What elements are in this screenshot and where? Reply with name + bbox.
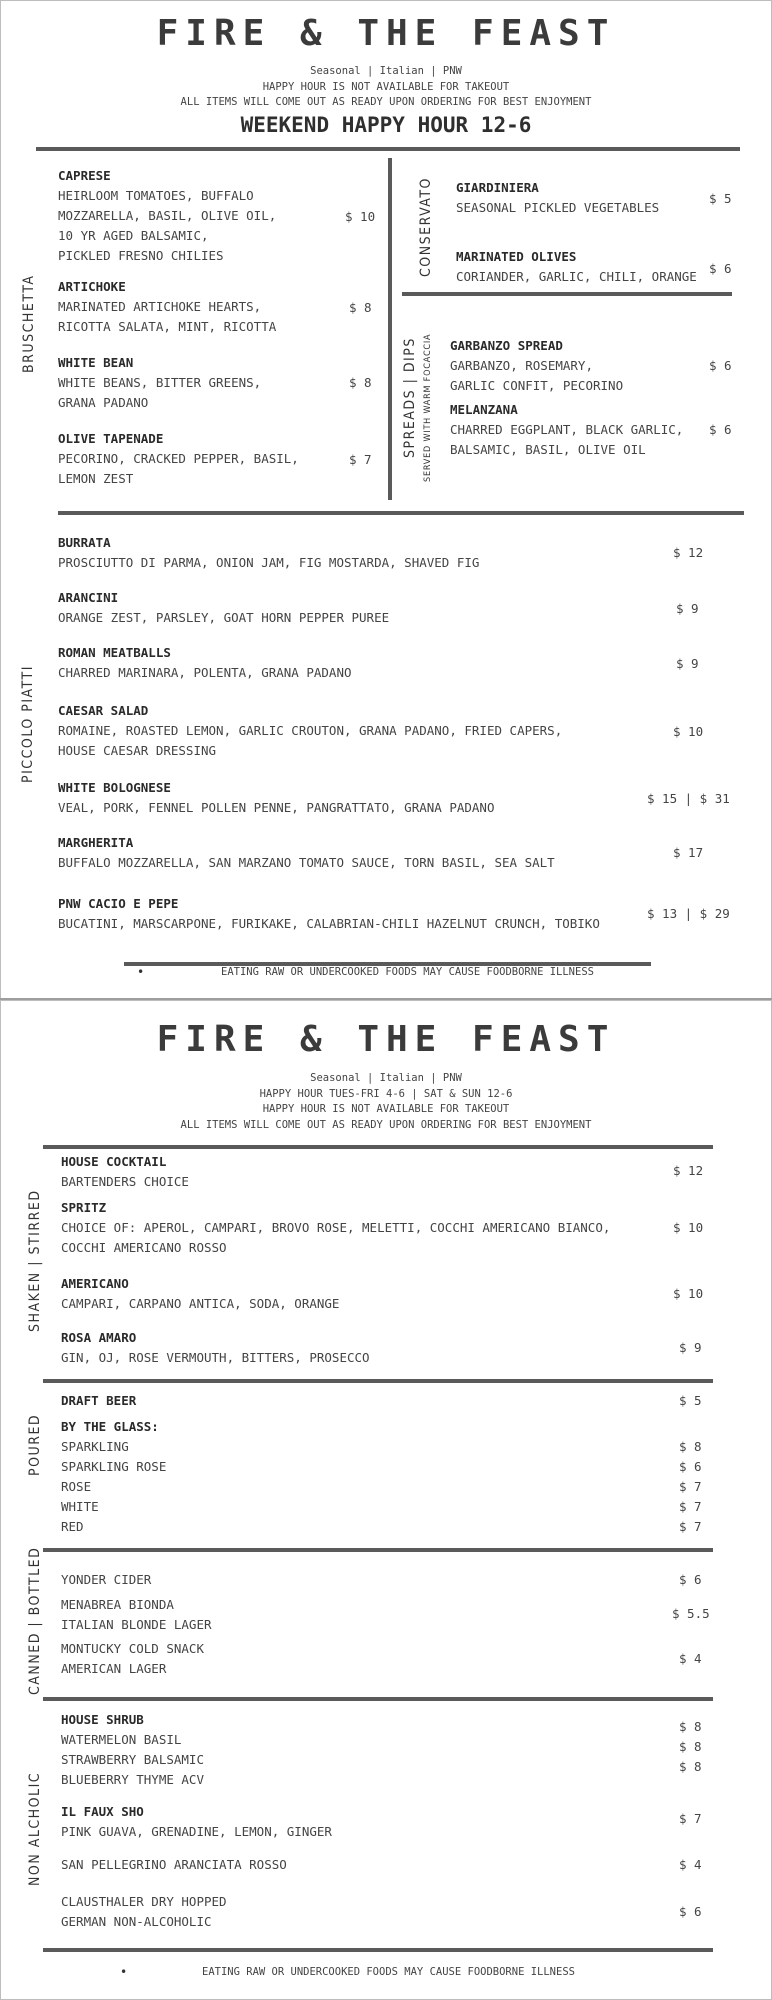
item-price: $ 7 bbox=[679, 1499, 702, 1514]
menu-item bbox=[61, 1328, 370, 1368]
divider bbox=[43, 1948, 713, 1952]
menu-item bbox=[450, 400, 683, 460]
item-name: ARANCINI bbox=[58, 590, 119, 605]
divider bbox=[43, 1548, 713, 1552]
menu-item bbox=[61, 1198, 610, 1258]
tagline: Seasonal | Italian | PNW bbox=[310, 1072, 462, 1084]
foodborne-illness-warning: EATING RAW OR UNDERCOOKED FOODS MAY CAUSE FOODBORNE ILLNESS bbox=[202, 1966, 575, 1978]
item-name: BURRATA bbox=[58, 535, 111, 550]
menu-item bbox=[58, 533, 479, 573]
item-name: OLIVE TAPENADE bbox=[58, 431, 164, 446]
item-price: $ 9 bbox=[679, 1340, 702, 1355]
item-name: PNW CACIO E PEPE bbox=[58, 896, 179, 911]
item-name: ROSA AMARO bbox=[61, 1330, 137, 1345]
menu-item bbox=[450, 336, 623, 396]
section-label-piccolo-piatti: PICCOLO PIATTI bbox=[20, 665, 36, 783]
item-price: $ 8 bbox=[679, 1759, 702, 1774]
menu-item bbox=[61, 1274, 339, 1314]
item-description: CAMPARI, CARPANO ANTICA, SODA, ORANGE bbox=[61, 1296, 340, 1311]
item-description: PICKLED FRESNO CHILIES bbox=[58, 248, 224, 263]
glass-wine: SPARKLING bbox=[61, 1439, 129, 1454]
divider bbox=[43, 1697, 713, 1701]
glass-wine: RED bbox=[61, 1519, 84, 1534]
item-description: BUCATINI, MARSCARPONE, FURIKAKE, CALABRIAN-CHILI HAZELNUT CRUNCH, TOBIKO bbox=[58, 916, 600, 931]
by-the-glass-heading: BY THE GLASS: bbox=[61, 1419, 159, 1434]
item-name: WHITE BOLOGNESE bbox=[58, 780, 171, 795]
canned-item: YONDER CIDER bbox=[61, 1572, 152, 1587]
item-price: $ 8 bbox=[679, 1439, 702, 1454]
item-price: $ 10 bbox=[345, 209, 376, 224]
item-price: $ 9 bbox=[676, 656, 699, 671]
divider bbox=[58, 511, 744, 515]
item-price: $ 7 bbox=[679, 1519, 702, 1534]
item-description: LEMON ZEST bbox=[58, 471, 134, 486]
item-description: GRANA PADANO bbox=[58, 395, 149, 410]
menu-page-drinks bbox=[0, 1000, 772, 2000]
menu-item bbox=[61, 1152, 189, 1192]
item-description: GARBANZO, ROSEMARY, bbox=[450, 358, 593, 373]
item-price: $ 7 bbox=[679, 1479, 702, 1494]
divider bbox=[43, 1145, 713, 1149]
clausthaler-description: GERMAN NON-ALCOHOLIC bbox=[61, 1914, 212, 1929]
item-price: $ 5 bbox=[679, 1393, 702, 1408]
item-description: GIN, OJ, ROSE VERMOUTH, BITTERS, PROSECCO bbox=[61, 1350, 370, 1365]
item-description: GARLIC CONFIT, PECORINO bbox=[450, 378, 624, 393]
item-description: PINK GUAVA, GRENADINE, LEMON, GINGER bbox=[61, 1824, 332, 1839]
item-description: CHARRED MARINARA, POLENTA, GRANA PADANO bbox=[58, 665, 352, 680]
item-description: RICOTTA SALATA, MINT, RICOTTA bbox=[58, 319, 277, 334]
section-label-conservato: CONSERVATO bbox=[418, 177, 434, 277]
glass-wine: SPARKLING ROSE bbox=[61, 1459, 167, 1474]
menu-item bbox=[456, 247, 697, 287]
house-shrub-name: HOUSE SHRUB bbox=[61, 1712, 144, 1727]
item-price: $ 4 bbox=[679, 1857, 702, 1872]
item-description: ROMAINE, ROASTED LEMON, GARLIC CROUTON, GRANA PADANO, FRIED CAPERS, bbox=[58, 723, 563, 738]
header-info bbox=[1, 1071, 771, 1133]
item-price: $ 6 bbox=[679, 1459, 702, 1474]
canned-item-description: AMERICAN LAGER bbox=[61, 1661, 167, 1676]
section-label-shaken-stirred: SHAKEN | STIRRED bbox=[27, 1189, 43, 1332]
happy-hour-heading: WEEKEND HAPPY HOUR 12-6 bbox=[240, 113, 532, 137]
item-description: CORIANDER, GARLIC, CHILI, ORANGE bbox=[456, 269, 697, 284]
item-description: PROSCIUTTO DI PARMA, ONION JAM, FIG MOSTARDA, SHAVED FIG bbox=[58, 555, 480, 570]
item-description: PECORINO, CRACKED PEPPER, BASIL, bbox=[58, 451, 299, 466]
header-info bbox=[1, 64, 771, 111]
item-description: 10 YR AGED BALSAMIC, bbox=[58, 228, 209, 243]
item-price: $ 6 bbox=[709, 422, 732, 437]
menu-item bbox=[58, 894, 600, 934]
menu-item bbox=[456, 178, 659, 218]
item-price: $ 8 bbox=[349, 375, 372, 390]
menu-item bbox=[58, 429, 299, 489]
divider bbox=[43, 1379, 713, 1383]
item-description: BALSAMIC, BASIL, OLIVE OIL bbox=[450, 442, 646, 457]
vertical-divider bbox=[388, 158, 392, 500]
shrub-flavor: BLUEBERRY THYME ACV bbox=[61, 1772, 204, 1787]
canned-item: MENABREA BIONDA bbox=[61, 1597, 174, 1612]
bullet: • bbox=[137, 965, 145, 979]
shrub-flavor: WATERMELON BASIL bbox=[61, 1732, 182, 1747]
item-price: $ 10 bbox=[673, 724, 704, 739]
item-price: $ 6 bbox=[679, 1572, 702, 1587]
item-price: $ 8 bbox=[679, 1719, 702, 1734]
item-price: $ 5.5 bbox=[672, 1606, 710, 1621]
tagline: Seasonal | Italian | PNW bbox=[310, 65, 462, 77]
section-label-poured: POURED bbox=[27, 1413, 43, 1476]
section-label-canned-bottled: CANNED | BOTTLED bbox=[27, 1546, 43, 1695]
item-price: $ 8 bbox=[679, 1739, 702, 1754]
item-price: $ 13 | $ 29 bbox=[647, 906, 730, 921]
item-name: ARTICHOKE bbox=[58, 279, 126, 294]
canned-item: MONTUCKY COLD SNACK bbox=[61, 1641, 204, 1656]
item-description: WHITE BEANS, BITTER GREENS, bbox=[58, 375, 262, 390]
item-description: MOZZARELLA, BASIL, OLIVE OIL, bbox=[58, 208, 277, 223]
item-price: $ 6 bbox=[709, 358, 732, 373]
section-label-spreads: SPREADS | DIPS bbox=[402, 337, 418, 458]
item-description: HEIRLOOM TOMATOES, BUFFALO bbox=[58, 188, 254, 203]
ordering-notice: ALL ITEMS WILL COME OUT AS READY UPON ORDERING FOR BEST ENJOYMENT bbox=[180, 1118, 592, 1131]
item-name: GIARDINIERA bbox=[456, 180, 539, 195]
item-description: BARTENDERS CHOICE bbox=[61, 1174, 189, 1189]
item-price: $ 10 bbox=[673, 1286, 704, 1301]
item-name: MARINATED OLIVES bbox=[456, 249, 577, 264]
item-description: CHARRED EGGPLANT, BLACK GARLIC, bbox=[450, 422, 684, 437]
shrub-flavor: STRAWBERRY BALSAMIC bbox=[61, 1752, 204, 1767]
pellegrino: SAN PELLEGRINO ARANCIATA ROSSO bbox=[61, 1857, 287, 1872]
item-name: SPRITZ bbox=[61, 1200, 107, 1215]
menu-item bbox=[58, 277, 276, 337]
glass-wine: ROSE bbox=[61, 1479, 92, 1494]
section-sublabel-focaccia: SERVED WITH WARM FOCACCIA bbox=[423, 333, 433, 482]
item-price: $ 8 bbox=[349, 300, 372, 315]
item-name: CAESAR SALAD bbox=[58, 703, 149, 718]
item-description: BUFFALO MOZZARELLA, SAN MARZANO TOMATO SAUCE, TORN BASIL, SEA SALT bbox=[58, 855, 555, 870]
happy-hour-times: HAPPY HOUR TUES-FRI 4-6 | SAT & SUN 12-6 bbox=[259, 1087, 513, 1100]
glass-wine: WHITE bbox=[61, 1499, 99, 1514]
restaurant-title: FIRE & THE FEAST bbox=[156, 13, 616, 54]
menu-item bbox=[58, 833, 555, 873]
item-price: $ 10 bbox=[673, 1220, 704, 1235]
item-name: HOUSE COCKTAIL bbox=[61, 1154, 167, 1169]
item-price: $ 7 bbox=[349, 452, 372, 467]
takeout-notice: HAPPY HOUR IS NOT AVAILABLE FOR TAKEOUT bbox=[262, 80, 510, 93]
item-description: COCCHI AMERICANO ROSSO bbox=[61, 1240, 227, 1255]
menu-item bbox=[58, 166, 276, 266]
section-label-non-alcoholic: NON ALCHOLIC bbox=[27, 1771, 43, 1886]
item-price: $ 6 bbox=[679, 1904, 702, 1919]
canned-item-description: ITALIAN BLONDE LAGER bbox=[61, 1617, 212, 1632]
item-description: CHOICE OF: APEROL, CAMPARI, BROVO ROSE, MELETTI, COCCHI AMERICANO BIANCO, bbox=[61, 1220, 611, 1235]
divider bbox=[36, 147, 740, 151]
item-description: SEASONAL PICKLED VEGETABLES bbox=[456, 200, 660, 215]
foodborne-illness-warning: EATING RAW OR UNDERCOOKED FOODS MAY CAUSE FOODBORNE ILLNESS bbox=[221, 966, 594, 978]
menu-item bbox=[58, 353, 261, 413]
clausthaler: CLAUSTHALER DRY HOPPED bbox=[61, 1894, 227, 1909]
item-price: $ 17 bbox=[673, 845, 704, 860]
bullet: • bbox=[120, 1965, 128, 1979]
item-price: $ 7 bbox=[679, 1811, 702, 1826]
item-name: GARBANZO SPREAD bbox=[450, 338, 563, 353]
item-description: HOUSE CAESAR DRESSING bbox=[58, 743, 217, 758]
item-name: MELANZANA bbox=[450, 402, 518, 417]
item-description: VEAL, PORK, FENNEL POLLEN PENNE, PANGRATTATO, GRANA PADANO bbox=[58, 800, 495, 815]
draft-beer-name: DRAFT BEER bbox=[61, 1393, 137, 1408]
item-name: MARGHERITA bbox=[58, 835, 134, 850]
restaurant-title: FIRE & THE FEAST bbox=[156, 1019, 616, 1060]
item-price: $ 9 bbox=[676, 601, 699, 616]
item-description: MARINATED ARTICHOKE HEARTS, bbox=[58, 299, 262, 314]
item-price: $ 5 bbox=[709, 191, 732, 206]
divider bbox=[402, 292, 732, 296]
item-name: ROMAN MEATBALLS bbox=[58, 645, 171, 660]
section-label-bruschetta: BRUSCHETTA bbox=[21, 274, 37, 373]
menu-item bbox=[61, 1802, 332, 1842]
takeout-notice: HAPPY HOUR IS NOT AVAILABLE FOR TAKEOUT bbox=[262, 1103, 510, 1115]
menu-item bbox=[58, 701, 562, 761]
item-name: IL FAUX SHO bbox=[61, 1804, 144, 1819]
item-description: ORANGE ZEST, PARSLEY, GOAT HORN PEPPER PUREE bbox=[58, 610, 390, 625]
item-price: $ 6 bbox=[709, 261, 732, 276]
item-price: $ 15 | $ 31 bbox=[647, 791, 730, 806]
item-price: $ 12 bbox=[673, 1163, 704, 1178]
item-name: AMERICANO bbox=[61, 1276, 129, 1291]
item-name: WHITE BEAN bbox=[58, 355, 134, 370]
menu-item bbox=[58, 778, 495, 818]
menu-item bbox=[58, 643, 352, 683]
item-name: CAPRESE bbox=[58, 168, 111, 183]
item-price: $ 4 bbox=[679, 1651, 702, 1666]
menu-item bbox=[58, 588, 389, 628]
item-price: $ 12 bbox=[673, 545, 704, 560]
ordering-notice: ALL ITEMS WILL COME OUT AS READY UPON ORDERING FOR BEST ENJOYMENT bbox=[180, 96, 592, 108]
